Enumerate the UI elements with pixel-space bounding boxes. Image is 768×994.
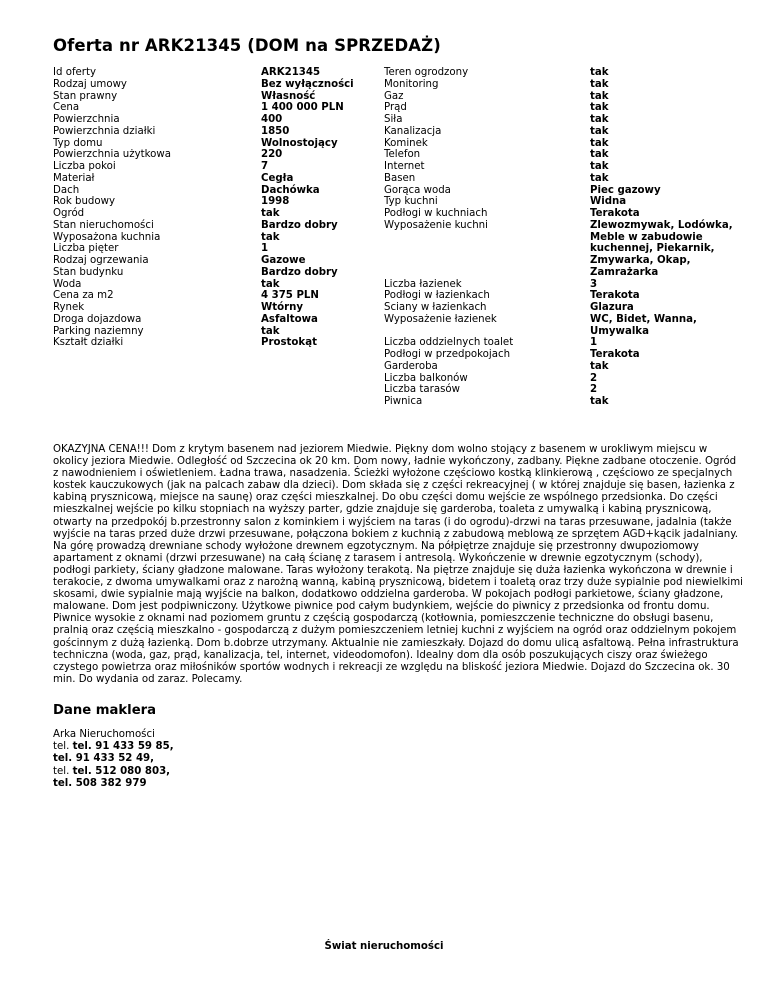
detail-value: Bardzo dobry — [261, 219, 338, 231]
detail-label: Rynek — [53, 302, 85, 313]
phone-line — [53, 766, 174, 778]
detail-label: Rok budowy — [53, 196, 115, 208]
detail-value: 1 — [590, 337, 598, 349]
detail-label: Kształt działki — [53, 337, 124, 349]
detail-value: 3 — [590, 278, 598, 290]
detail-value: 1998 — [261, 196, 290, 208]
details-right-labels — [384, 67, 584, 408]
detail-label: Stan prawny — [53, 90, 118, 102]
tel-prefix: tel. — [53, 765, 70, 777]
detail-value: 4 375 PLN — [261, 290, 319, 302]
detail-value: tak — [261, 231, 280, 243]
detail-label: Gorąca woda — [384, 184, 451, 196]
detail-label: Typ kuchni — [384, 196, 438, 208]
detail-label: Powierzchnia użytkowa — [53, 149, 171, 161]
detail-label: Siła — [384, 114, 403, 125]
detail-value: ARK21345 — [261, 67, 321, 78]
detail-value: Bez wyłączności — [261, 78, 354, 90]
detail-value: 1 400 000 PLN — [261, 102, 344, 114]
detail-label: Dach — [53, 184, 80, 196]
detail-label: Powierzchnia — [53, 114, 120, 125]
detail-value: Własność — [261, 90, 316, 102]
detail-label: Ogród — [53, 208, 85, 219]
detail-label: Cena za m2 — [53, 290, 114, 302]
detail-label: Teren ogrodzony — [384, 67, 469, 78]
detail-value: Terakota — [590, 349, 640, 360]
detail-value: tak — [590, 102, 609, 114]
detail-label: Piwnica — [384, 396, 423, 407]
detail-label: Powierzchnia działki — [53, 125, 156, 137]
detail-label: Droga dojazdowa — [53, 313, 142, 325]
detail-value: tak — [261, 325, 280, 337]
detail-value: Gazowe — [261, 255, 306, 266]
detail-label: Wyposażenie łazienek — [384, 313, 497, 325]
detail-label: Liczba pięter — [53, 243, 119, 255]
page-title: Oferta nr ARK21345 (DOM na SPRZEDAŻ) — [53, 36, 441, 55]
detail-value: tak — [590, 172, 609, 184]
detail-label: Liczba łazienek — [384, 278, 462, 290]
phone-number[interactable]: tel. 508 382 979 — [53, 777, 147, 789]
phone-number[interactable]: tel. 91 433 59 85, — [72, 741, 174, 753]
detail-label: Cena — [53, 102, 80, 114]
offer-description: OKAZYJNA CENA!!! Dom z krytym basenem nad jeziorem Miedwie. Piękny dom wolno stojący z basenem w urokliwym miejscu w okolicy jeziora Miedwie. Odległość od Szczecina ok 20 km. Dom nowy, ładnie wykończony, zadbany. Piękne zadbane otoczenie. Ogród z nawodnieniem i oświetleniem. Ładna trawa, nasadzenia. Ścieżki wyłożone częściowo kostką klinkierową , częściowo ze specjalnych kostek kauczukowych (jak na palcach zabaw dla dzieci). Dom składa się z części rekreacyjnej ( w której znajduje się basen, łazienka z kabiną prysznicową, miejsce na saunę) oraz części mieszkalnej. Do obu części domu wejście ze wspólnego przedsionka. Do części mieszkalnej wejście po kilku stopniach na wyższy parter, gdzie znajduje się garderoba, toaleta z umywalką i kabiną prysznicową, otwarty na przedpokój b.przestronny salon z kominkiem i wyjściem na taras (i do ogrodu)-drzwi na taras przesuwane, jadalnia (także wyjście na taras przed duże drzwi przesuwane, połączona bokiem z kuchnią z zabudową meblową ze sprzętem AGD+kącik jadalniany. Na górę prowadzą drewniane schody wyłożone drewnem egzotycznym. Na półpiętrze znajduje się przestronny dwupoziomowy apartament z oknami (drzwi przesuwane) na całą ścianę z tarasem i antresolą. Wykończenie w drewnie egzotycznym (schody), podłogi parkiety, ściany gładzone malowane. Taras wyłożony terakotą. Na piętrze znajduje się duża łazienka wykończona w drewnie i terakocie, z dwoma umywalkami oraz z narożną wanną, kabiną prysznicową, bidetem i toaletą oraz trzy duże sypialnie pod niewielkimi skosami, dwie sypialnie mają wyjście na balkon, dodatkowo oddzielna garderoba. W pokojach podłogi parkietowe, ściany gładzone, malowane. Dom jest podpiwniczony. Użytkowe piwnice pod całym budynkiem, wejście do piwnicy z przedsionka od frontu domu. Piwnice wysokie z oknami nad poziomem gruntu z częścią gospodarczą (kotłownia, pomieszczenie techniczne do obsługi basenu, pralnią oraz częścią mieszkalno - gospodarczą z dużym pomieszczeniem letniej kuchni z wyjściem na ogród oraz oddzielnym pokojem gościnnym z dużą łazienką. Dom b.dobrze utrzymany. Aktualnie nie zamieszkały. Dojazd do domu ulicą asfaltową. Pełna infrastruktura techniczna (woda, gaz, prąd, kanalizacja, tel, internet, videodomofon). Idealny dom dla osób poszukujących ciszy oraz świeżego czystego powietrza oraz miłośników sportów wodnych i rekreacji ze względu na bliskość jeziora Miedwie. Dojazd do Szczecina ok. 30 min. Do wydania od zaraz. Polecamy. — [53, 444, 743, 685]
detail-value: 7 — [261, 161, 269, 172]
detail-label: Woda — [53, 278, 82, 290]
detail-value: Widna — [590, 196, 627, 208]
detail-label: Liczba balkonów — [384, 372, 468, 384]
detail-value: tak — [261, 278, 280, 290]
details-right-values — [590, 67, 750, 408]
detail-value: tak — [590, 396, 609, 407]
detail-label: Liczba tarasów — [384, 384, 460, 396]
detail-value: tak — [590, 125, 609, 137]
detail-label: Podłogi w łazienkach — [384, 290, 490, 302]
detail-label: Podłogi w przedpokojach — [384, 349, 511, 360]
detail-value: 1850 — [261, 125, 290, 137]
details-left-values — [261, 67, 379, 349]
detail-value: 220 — [261, 149, 283, 161]
detail-value: tak — [590, 90, 609, 102]
detail-value: Wolnostojący — [261, 137, 338, 149]
detail-value: tak — [261, 208, 280, 219]
detail-value: Dachówka — [261, 184, 320, 196]
detail-label: Liczba pokoi — [53, 161, 116, 172]
detail-label: Parking naziemny — [53, 325, 144, 337]
detail-label: Telefon — [384, 149, 421, 161]
detail-label: Basen — [384, 172, 416, 184]
detail-label: Internet — [384, 161, 425, 172]
detail-label: Stan budynku — [53, 266, 124, 278]
detail-value: tak — [590, 360, 609, 372]
detail-value: tak — [590, 161, 609, 172]
detail-value: Zlewozmywak, Lodówka, Meble w zabudowie kuchennej, Piekarnik, Zmywarka, Okap, Zamrażarka — [590, 219, 733, 278]
detail-value: Glazura — [590, 302, 634, 313]
footer-brand: Świat nieruchomości — [324, 941, 444, 952]
phone-number[interactable]: tel. 512 080 803, — [72, 765, 171, 777]
detail-value: Wtórny — [261, 302, 304, 313]
phone-line — [53, 741, 174, 753]
detail-value: tak — [590, 137, 609, 149]
detail-value: Terakota — [590, 290, 640, 302]
detail-label: Gaz — [384, 90, 404, 102]
broker-heading: Dane maklera — [53, 703, 157, 718]
broker-contact — [53, 729, 174, 790]
detail-label: Podłogi w kuchniach — [384, 208, 488, 219]
detail-label: Materiał — [53, 172, 95, 184]
phone-number[interactable]: tel. 91 433 52 49, — [53, 753, 154, 765]
detail-label: Sciany w łazienkach — [384, 302, 487, 313]
detail-value: tak — [590, 149, 609, 161]
detail-label: Wyposażenie kuchni — [384, 219, 488, 231]
detail-label: Garderoba — [384, 360, 438, 372]
detail-value: Cegła — [261, 172, 294, 184]
detail-label: Stan nieruchomości — [53, 219, 154, 231]
detail-label: Wyposażona kuchnia — [53, 231, 161, 243]
detail-value: tak — [590, 114, 609, 125]
detail-value: 2 — [590, 372, 598, 384]
detail-value: Prostokąt — [261, 337, 317, 349]
detail-value: 2 — [590, 384, 598, 396]
tel-prefix: tel. — [53, 741, 70, 753]
details-left-labels — [53, 67, 253, 349]
detail-label: Rodzaj ogrzewania — [53, 255, 149, 266]
detail-label: Kominek — [384, 137, 428, 149]
detail-value: Asfaltowa — [261, 313, 318, 325]
detail-value: Piec gazowy — [590, 184, 661, 196]
detail-value: tak — [590, 78, 609, 90]
detail-label: Typ domu — [53, 137, 103, 149]
detail-value: 1 — [261, 243, 269, 255]
detail-label: Prąd — [384, 102, 407, 114]
detail-value: Bardzo dobry — [261, 266, 338, 278]
detail-label: Liczba oddzielnych toalet — [384, 337, 514, 349]
detail-value: tak — [590, 67, 609, 78]
detail-value: 400 — [261, 114, 283, 125]
detail-label: Monitoring — [384, 78, 439, 90]
detail-label: Rodzaj umowy — [53, 78, 127, 90]
detail-label: Id oferty — [53, 67, 97, 78]
detail-value: WC, Bidet, Wanna, Umywalka — [590, 313, 697, 337]
broker-name: Arka Nieruchomości — [53, 729, 155, 740]
detail-label: Kanalizacja — [384, 125, 442, 137]
detail-value: Terakota — [590, 208, 640, 219]
